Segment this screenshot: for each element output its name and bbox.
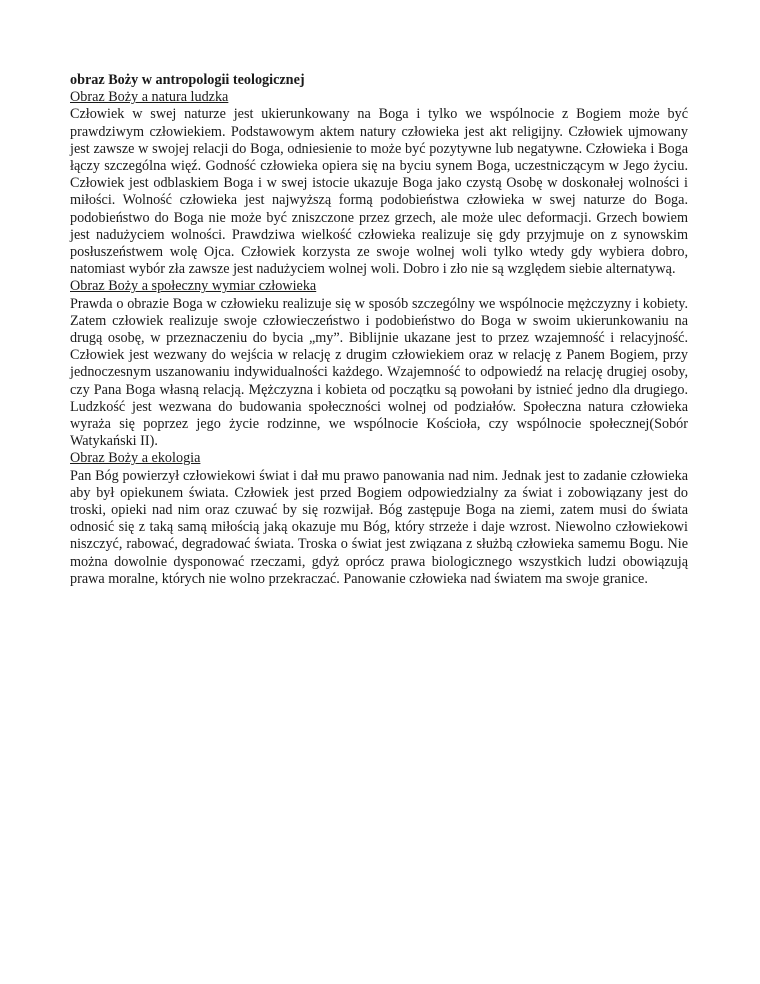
section-ecology [70, 450, 688, 588]
section-social [70, 278, 688, 450]
section-paragraph-nature: Człowiek w swej naturze jest ukierunkowany na Boga i tylko we wspólnocie z Bogiem może być prawdziwym człowiekiem. Podstawowym aktem natury człowieka jest akt religijny. Człowiek ujmowany jest zawsze w swojej relacji do Boga, odniesienie to może być pozytywne lub negatywne. Człowieka i Boga łączy szczególna więź. Godność człowieka opiera się na byciu synem Boga, uczestniczącym w Jego życiu. Człowiek jest odblaskiem Boga i w swej istocie ukazuje Boga jako czystą Osobę w doskonałej wolności i miłości. Wolność człowieka jest najwyższą formą podobieństwa człowieka w swej naturze do Boga. podobieństwo do Boga nie może być zniszczone przez grzech, ale może ulec deformacji. Grzech bowiem jest nadużyciem wolności. Prawdziwa wielkość człowieka realizuje się gdy przyjmuje on z synowskim posłuszeństwem wolę Ojca. Człowiek korzysta ze swoje wolnej woli tylko wtedy gdy wybiera dobro, natomiast wybór zła zawsze jest nadużyciem wolnej woli. Dobro i zło nie są względem siebie alternatywą. [70, 106, 688, 278]
section-heading-nature: Obraz Boży a natura ludzka [70, 89, 229, 106]
section-paragraph-ecology: Pan Bóg powierzył człowiekowi świat i dał mu prawo panowania nad nim. Jednak jest to zadanie człowieka aby był opiekunem świata. Człowiek jest przed Bogiem odpowiedzialny za świat i zobowiązany jest do troski, opieki nad nim oraz czuwać by się rozwijał. Bóg zastępuje Boga na ziemi, zatem musi do świata odnosić się z taką samą miłością jaką okazuje mu Bóg, który strzeże i daje wzrost. Niewolno człowiekowi niszczyć, rabować, degradować świata. Troska o świat jest związana z służbą człowieka samemu Bogu. Nie można dowolnie dysponować rzeczami, gdyż oprócz prawa biologicznego wszystkich ludzi obowiązują prawa moralne, których nie wolno przekraczać. Panowanie człowieka nad światem ma swoje granice. [70, 467, 688, 587]
section-heading-ecology: Obraz Boży a ekologia [70, 450, 201, 467]
document-page [70, 72, 688, 588]
section-paragraph-social: Prawda o obrazie Boga w człowieku realizuje się w sposób szczególny we wspólnocie mężczyzny i kobiety. Zatem człowiek realizuje swoje człowieczeństwo i podobieństwo do Boga w swoim ukierunkowaniu na drugą osobę, w przeznaczeniu do bycia „my”. Biblijnie ukazane jest to przez wzajemność i relacyjność. Człowiek jest wezwany do wejścia w relację z drugim człowiekiem oraz w relację z Panem Bogiem, przy jednoczesnym uszanowaniu indywidualności każdego. Wzajemność to odpowiedź na relację drugiej osoby, czy Pana Boga własną relacją. Mężczyzna i kobieta od początku są powołani by istnieć jedno dla drugiego. Ludzkość jest wezwana do budowania społeczności wolnej od podziałów. Społeczna natura człowieka wyraża się poprzez jego życie rodzinne, we wspólnocie Kościoła, czy wspólnocie społecznej(Sobór Watykański II). [70, 295, 688, 450]
document-title: obraz Boży w antropologii teologicznej [70, 72, 305, 88]
section-nature [70, 89, 688, 278]
section-heading-social: Obraz Boży a społeczny wymiar człowieka [70, 278, 317, 295]
